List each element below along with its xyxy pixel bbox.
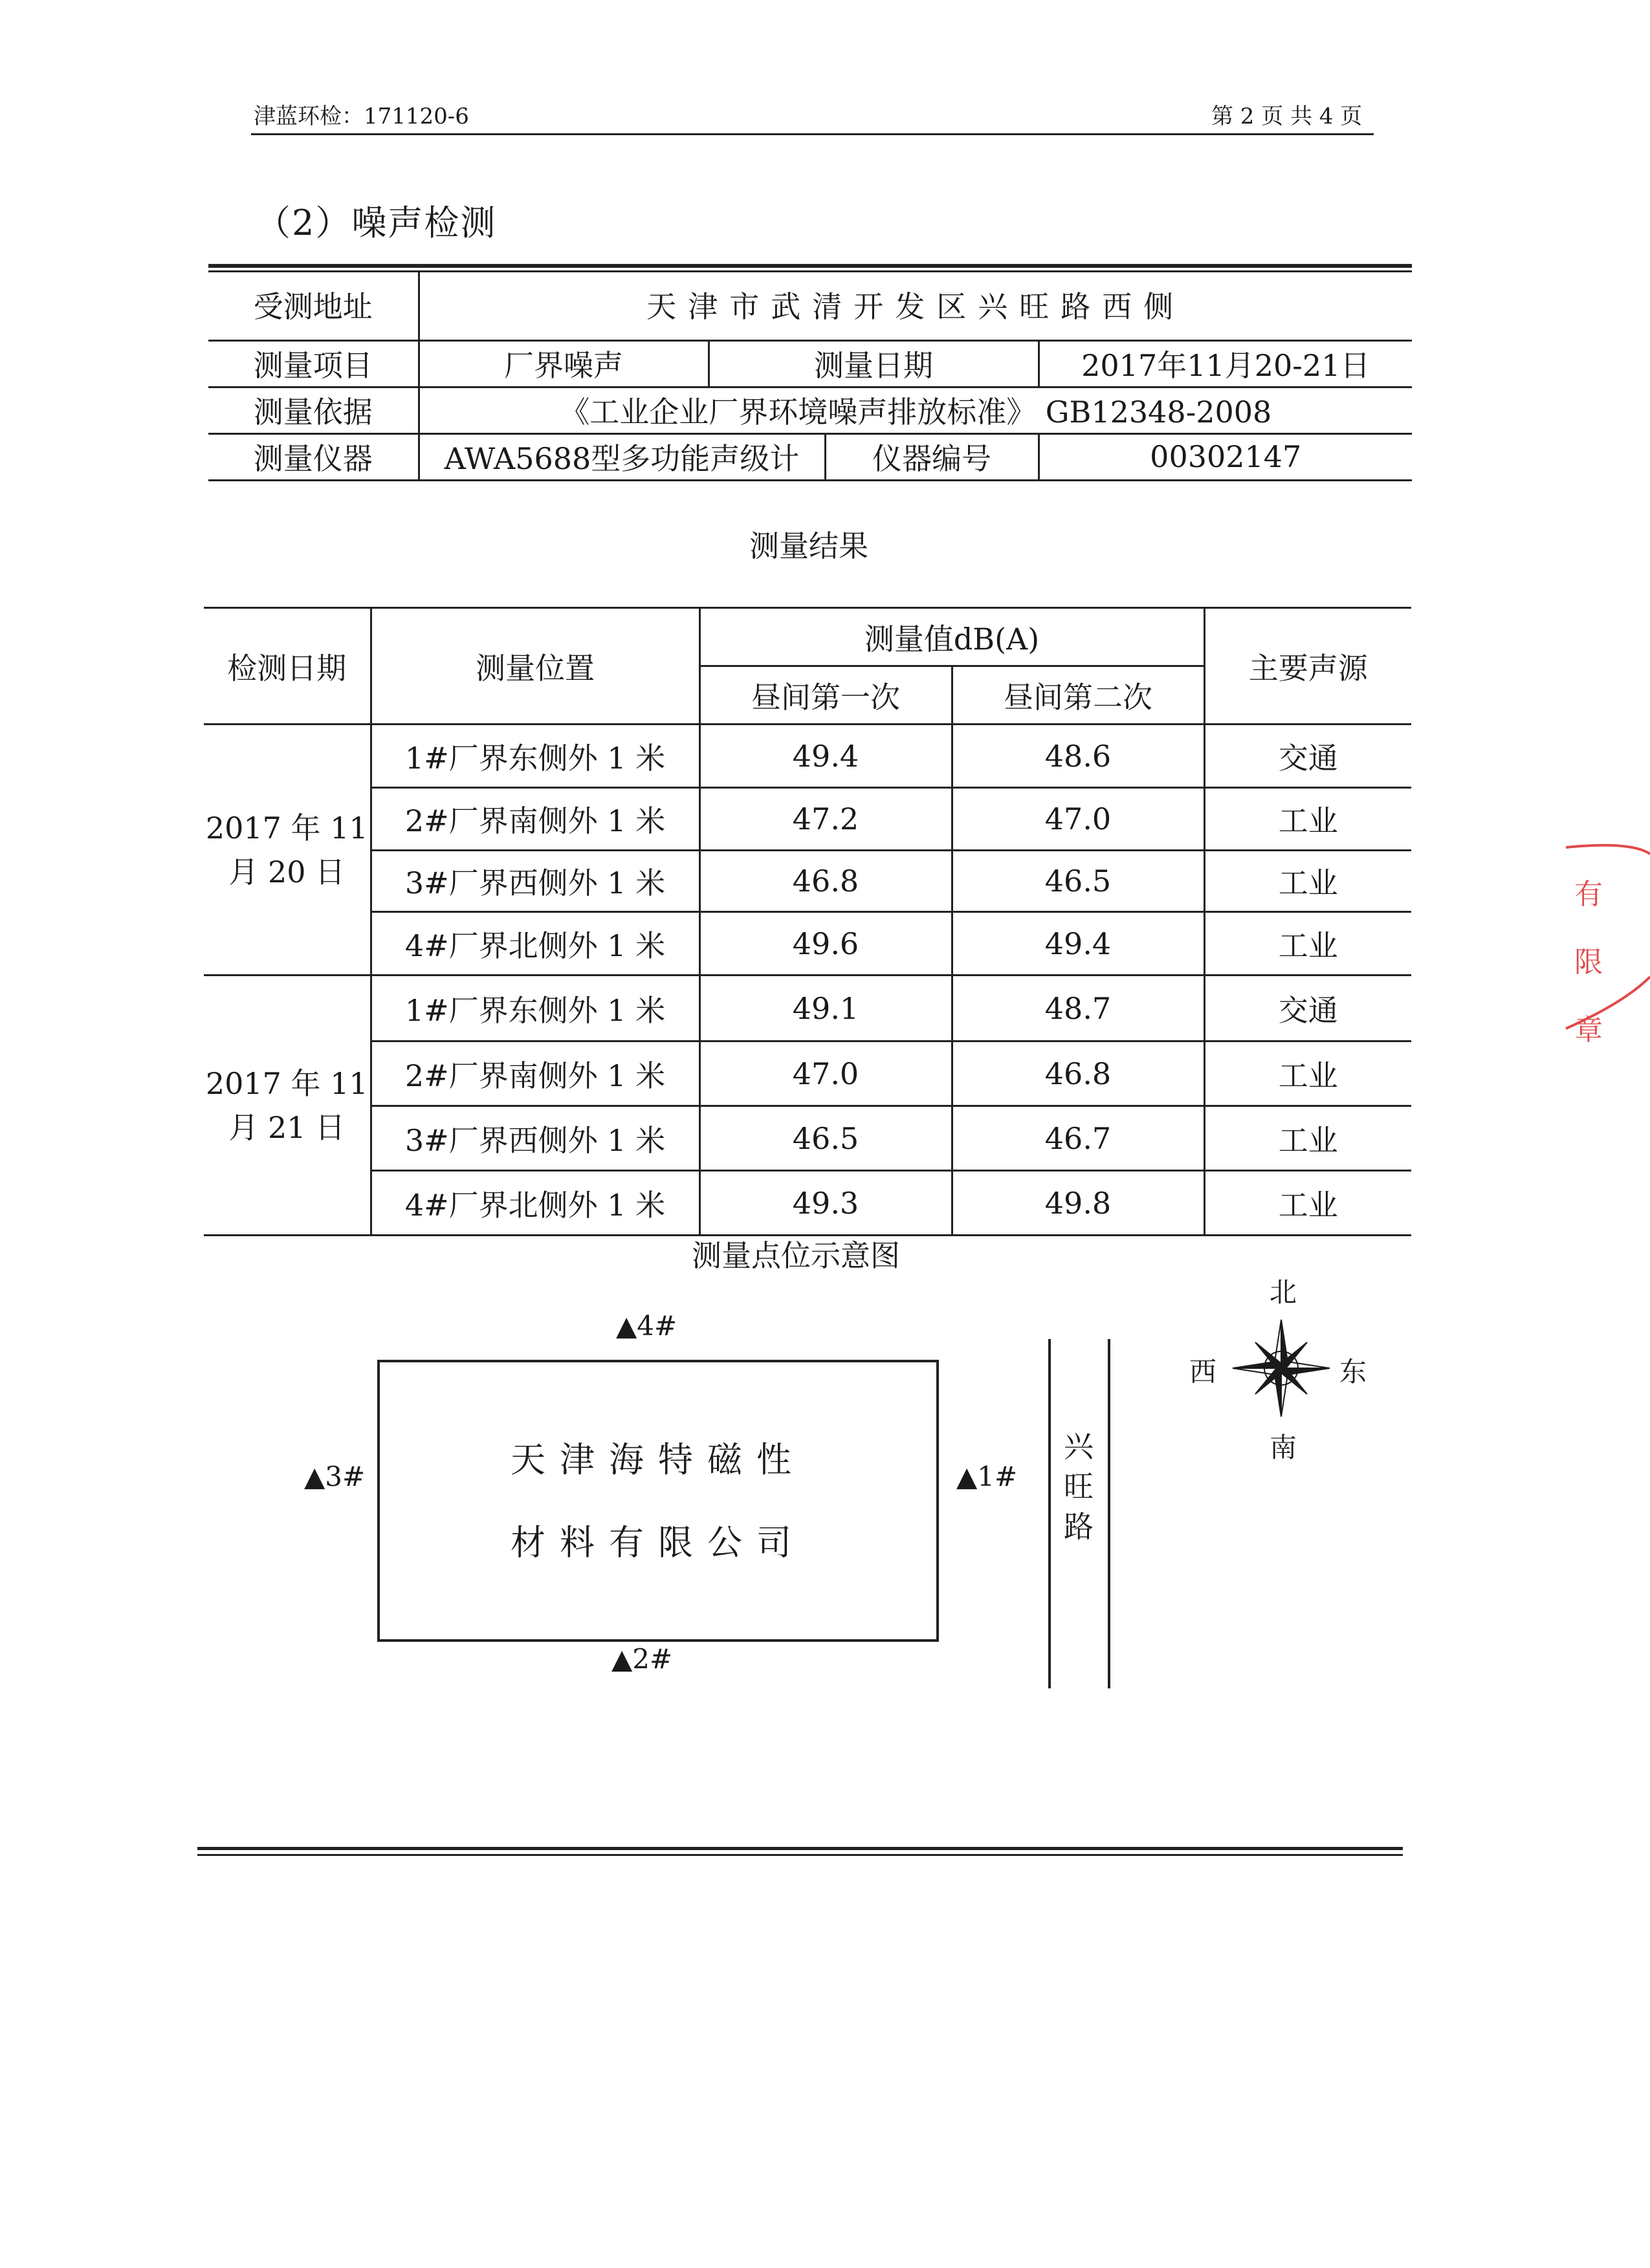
point-north-label: ▲4# bbox=[616, 1310, 677, 1342]
results-header-row-1 bbox=[204, 608, 1411, 666]
point-south-label: ▲2# bbox=[611, 1643, 673, 1675]
point-east-label: ▲1# bbox=[956, 1461, 1018, 1492]
compass-north-label: 北 bbox=[1270, 1276, 1297, 1308]
results-title: 测量结果 bbox=[749, 529, 868, 563]
table-row bbox=[204, 976, 1411, 1041]
page-info: 第 2 页 共 4 页 bbox=[1211, 104, 1363, 129]
date-value: 2017年11月20-21日 bbox=[1039, 340, 1412, 387]
group-date-line2: 月 20 日 bbox=[228, 854, 346, 889]
header-source: 主要声源 bbox=[1204, 608, 1411, 725]
source-cell: 工业 bbox=[1204, 788, 1411, 851]
position-cell: 3#厂界西侧外 1 米 bbox=[371, 851, 699, 912]
info-row-basis bbox=[208, 387, 1412, 433]
second-value-cell: 47.0 bbox=[952, 788, 1204, 851]
info-row-instrument bbox=[208, 433, 1412, 480]
compass-rose-icon bbox=[1229, 1316, 1333, 1420]
position-cell: 3#厂界西侧外 1 米 bbox=[371, 1106, 699, 1171]
header-second: 昼间第二次 bbox=[952, 666, 1204, 725]
table-row bbox=[204, 1171, 1411, 1236]
instrument-label: 测量仪器 bbox=[208, 433, 419, 480]
factory-box bbox=[377, 1360, 939, 1642]
header-divider bbox=[251, 133, 1374, 135]
source-cell: 工业 bbox=[1204, 1171, 1411, 1236]
header-first: 昼间第一次 bbox=[699, 666, 952, 725]
first-value-cell: 49.3 bbox=[699, 1171, 952, 1236]
date-label: 测量日期 bbox=[709, 340, 1039, 387]
position-cell: 1#厂界东侧外 1 米 bbox=[371, 976, 699, 1041]
instrument-value: AWA5688型多功能声级计 bbox=[419, 433, 825, 480]
first-value-cell: 49.4 bbox=[699, 725, 952, 788]
group-date-line1: 2017 年 11 bbox=[205, 810, 368, 845]
table-row bbox=[204, 1041, 1411, 1106]
second-value-cell: 48.6 bbox=[952, 725, 1204, 788]
info-row-item bbox=[208, 340, 1412, 387]
position-cell: 2#厂界南侧外 1 米 bbox=[371, 1041, 699, 1106]
source-cell: 工业 bbox=[1204, 1041, 1411, 1106]
source-cell: 工业 bbox=[1204, 851, 1411, 912]
stamp-text: 有限章 bbox=[1574, 878, 1603, 1047]
results-table bbox=[204, 607, 1411, 1236]
factory-name-line2: 材料有限公司 bbox=[511, 1522, 806, 1563]
source-cell: 工业 bbox=[1204, 912, 1411, 976]
source-cell: 交通 bbox=[1204, 976, 1411, 1041]
header-value: 测量值dB(A) bbox=[699, 608, 1204, 666]
compass-west-label: 西 bbox=[1189, 1356, 1217, 1388]
second-value-cell: 46.8 bbox=[952, 1041, 1204, 1106]
table-row bbox=[204, 788, 1411, 851]
position-cell: 4#厂界北侧外 1 米 bbox=[371, 912, 699, 976]
compass-east-label: 东 bbox=[1339, 1356, 1367, 1388]
point-west-label: ▲3# bbox=[304, 1461, 366, 1492]
table-row bbox=[204, 912, 1411, 976]
instrument-no-value: 00302147 bbox=[1039, 433, 1412, 480]
position-cell: 4#厂界北侧外 1 米 bbox=[371, 1171, 699, 1236]
road-name: 兴旺路 bbox=[1064, 1429, 1094, 1544]
second-value-cell: 48.7 bbox=[952, 976, 1204, 1041]
first-value-cell: 47.0 bbox=[699, 1041, 952, 1106]
source-cell: 工业 bbox=[1204, 1106, 1411, 1171]
table-row bbox=[204, 725, 1411, 788]
first-value-cell: 49.6 bbox=[699, 912, 952, 976]
basis-value: 《工业企业厂界环境噪声排放标准》 GB12348-2008 bbox=[419, 387, 1412, 433]
address-label: 受测地址 bbox=[208, 270, 419, 340]
header-date: 检测日期 bbox=[204, 608, 371, 725]
section-title: （2）噪声检测 bbox=[256, 202, 497, 243]
second-value-cell: 49.8 bbox=[952, 1171, 1204, 1236]
instrument-no-label: 仪器编号 bbox=[825, 433, 1039, 480]
group-date-line2: 月 21 日 bbox=[228, 1109, 346, 1145]
item-value: 厂界噪声 bbox=[419, 340, 709, 387]
table-row bbox=[204, 1106, 1411, 1171]
road-edge-west bbox=[1048, 1339, 1051, 1688]
table-row bbox=[204, 851, 1411, 912]
official-stamp bbox=[1559, 834, 1650, 1048]
bottom-rule-thin bbox=[197, 1854, 1403, 1856]
group-date-cell bbox=[204, 725, 371, 976]
diagram-title: 测量点位示意图 bbox=[692, 1238, 900, 1273]
info-row-address bbox=[208, 270, 1412, 340]
bottom-rule-thick bbox=[197, 1847, 1403, 1850]
group-date-cell bbox=[204, 976, 371, 1236]
top-rule-thick bbox=[208, 264, 1412, 268]
position-cell: 2#厂界南侧外 1 米 bbox=[371, 788, 699, 851]
info-table bbox=[208, 270, 1412, 481]
basis-label: 测量依据 bbox=[208, 387, 419, 433]
item-label: 测量项目 bbox=[208, 340, 419, 387]
group-date-line1: 2017 年 11 bbox=[205, 1065, 368, 1101]
header-position: 测量位置 bbox=[371, 608, 699, 725]
address-value: 天津市武清开发区兴旺路西侧 bbox=[419, 270, 1412, 340]
first-value-cell: 46.5 bbox=[699, 1106, 952, 1171]
first-value-cell: 46.8 bbox=[699, 851, 952, 912]
road-edge-east bbox=[1108, 1339, 1110, 1688]
position-cell: 1#厂界东侧外 1 米 bbox=[371, 725, 699, 788]
second-value-cell: 49.4 bbox=[952, 912, 1204, 976]
source-cell: 交通 bbox=[1204, 725, 1411, 788]
factory-name-line1: 天津海特磁性 bbox=[511, 1439, 806, 1480]
compass-south-label: 南 bbox=[1270, 1432, 1297, 1463]
first-value-cell: 49.1 bbox=[699, 976, 952, 1041]
second-value-cell: 46.7 bbox=[952, 1106, 1204, 1171]
report-number: 津蓝环检：171120-6 bbox=[254, 104, 469, 129]
second-value-cell: 46.5 bbox=[952, 851, 1204, 912]
first-value-cell: 47.2 bbox=[699, 788, 952, 851]
